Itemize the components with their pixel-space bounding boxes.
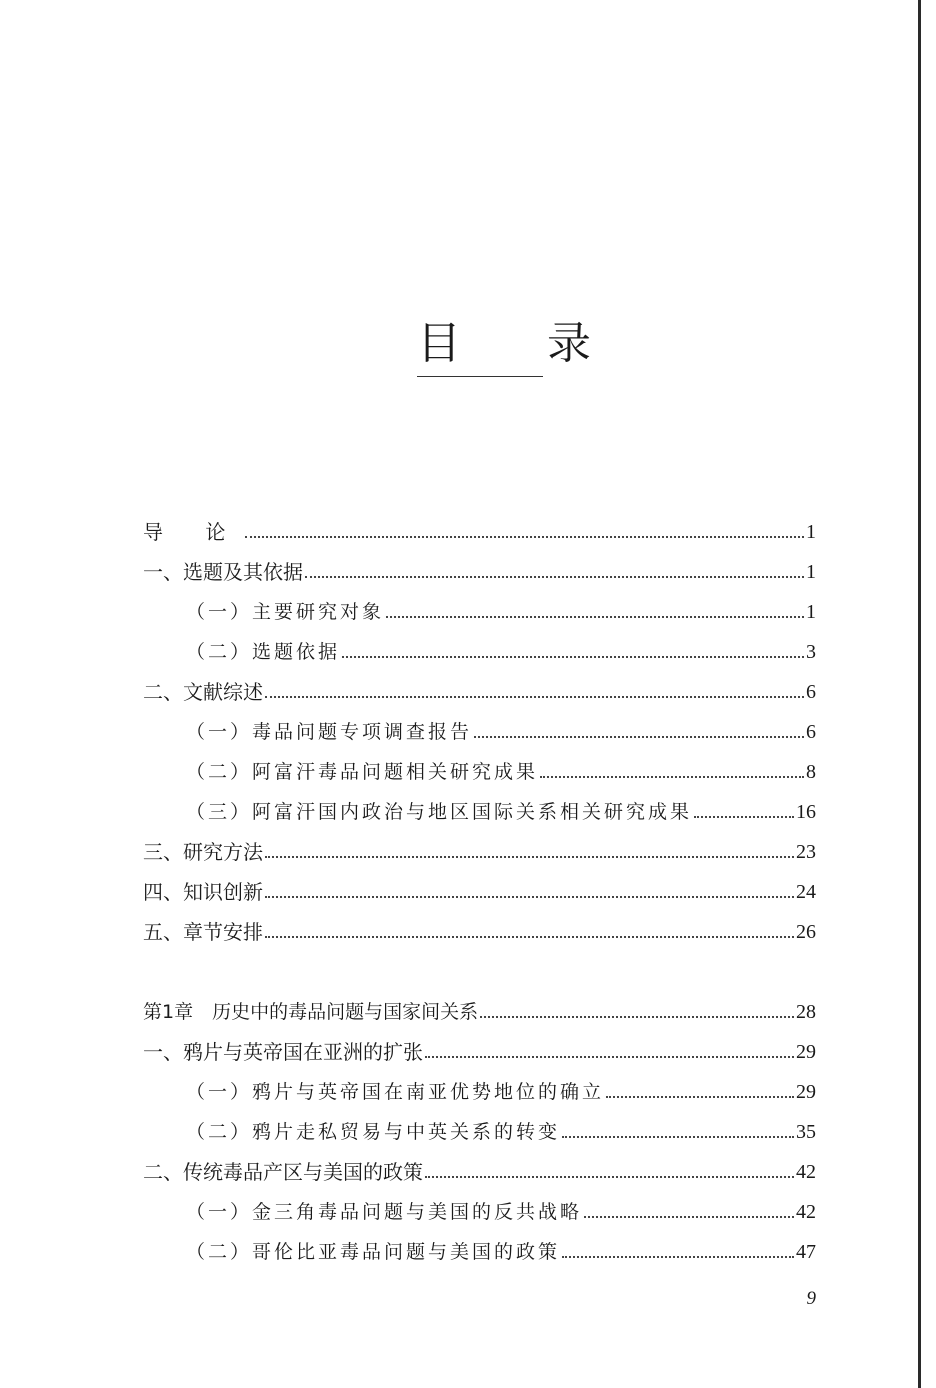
page-number: 9 bbox=[806, 1288, 816, 1309]
page-title: 目 录 bbox=[417, 318, 543, 377]
toc-entry-page: 23 bbox=[796, 841, 816, 863]
toc-entry-label: 二、传统毒品产区与美国的政策 bbox=[143, 1160, 423, 1184]
toc-entry-label: （二）阿富汗毒品问题相关研究成果 bbox=[186, 761, 539, 783]
toc-entry-page: 6 bbox=[806, 681, 816, 703]
toc-entry-page: 3 bbox=[806, 641, 816, 663]
toc-entry-label: 三、研究方法 bbox=[143, 840, 263, 864]
toc-entry-label: （二）哥伦比亚毒品问题与美国的政策 bbox=[186, 1241, 561, 1263]
dot-leader bbox=[474, 736, 804, 738]
toc-entry-label: （三）阿富汗国内政治与地区国际关系相关研究成果 bbox=[186, 801, 693, 823]
toc-entry[interactable] bbox=[143, 1035, 816, 1065]
dot-leader bbox=[694, 816, 794, 818]
toc-entry-label: （一）毒品问题专项调查报告 bbox=[186, 721, 473, 743]
dot-leader bbox=[245, 536, 804, 538]
toc-entry-label: 一、鸦片与英帝国在亚洲的扩张 bbox=[143, 1040, 423, 1064]
toc-entry-page: 6 bbox=[806, 721, 816, 743]
toc-subentry[interactable] bbox=[186, 1115, 816, 1145]
dot-leader bbox=[425, 1176, 794, 1178]
toc-entry-label: 第1章 历史中的毒品问题与国家间关系 bbox=[143, 1001, 479, 1023]
dot-leader bbox=[265, 896, 794, 898]
toc-entry-label: （一）主要研究对象 bbox=[186, 601, 385, 623]
toc-entry-label: 五、章节安排 bbox=[143, 920, 263, 944]
toc-entry-label: （二）鸦片走私贸易与中英关系的转变 bbox=[186, 1121, 561, 1143]
dot-leader bbox=[562, 1256, 794, 1258]
toc-subentry[interactable] bbox=[186, 1235, 816, 1265]
toc-entry-page: 1 bbox=[806, 521, 816, 543]
dot-leader bbox=[425, 1056, 794, 1058]
toc-subentry[interactable] bbox=[186, 755, 816, 785]
toc-entry-label: （一）鸦片与英帝国在南亚优势地位的确立 bbox=[186, 1081, 605, 1103]
toc-subentry[interactable] bbox=[186, 595, 816, 625]
toc-entry-label: 二、文献综述 bbox=[143, 680, 263, 704]
toc-entry-page: 29 bbox=[796, 1041, 816, 1063]
toc-chapter-entry[interactable] bbox=[143, 995, 816, 1025]
dot-leader bbox=[584, 1216, 794, 1218]
dot-leader bbox=[606, 1096, 794, 1098]
toc-subentry[interactable] bbox=[186, 1075, 816, 1105]
toc-entry-label: （二）选题依据 bbox=[186, 641, 341, 663]
dot-leader bbox=[265, 696, 804, 698]
toc-entry[interactable] bbox=[143, 835, 816, 865]
toc-entry[interactable] bbox=[143, 875, 816, 905]
dot-leader bbox=[540, 776, 804, 778]
dot-leader bbox=[265, 936, 794, 938]
dot-leader bbox=[265, 856, 794, 858]
toc-entry-page: 47 bbox=[796, 1241, 816, 1263]
toc-subentry[interactable] bbox=[186, 715, 816, 745]
toc-entry-intro[interactable] bbox=[143, 515, 816, 545]
dot-leader bbox=[342, 656, 804, 658]
toc-entry[interactable] bbox=[143, 1155, 816, 1185]
toc-entry[interactable] bbox=[143, 915, 816, 945]
toc-entry-label: （一）金三角毒品问题与美国的反共战略 bbox=[186, 1201, 583, 1223]
toc-entry[interactable] bbox=[143, 555, 816, 585]
toc-entry-page: 29 bbox=[796, 1081, 816, 1103]
toc-entry-label: 四、知识创新 bbox=[143, 880, 263, 904]
dot-leader bbox=[305, 576, 804, 578]
dot-leader bbox=[480, 1016, 794, 1018]
toc-entry-page: 28 bbox=[796, 1001, 816, 1023]
toc-entry-page: 42 bbox=[796, 1161, 816, 1183]
toc-subentry[interactable] bbox=[186, 795, 816, 825]
dot-leader bbox=[386, 616, 804, 618]
toc-entry-page: 8 bbox=[806, 761, 816, 783]
toc-entry-page: 42 bbox=[796, 1201, 816, 1223]
toc-subentry[interactable] bbox=[186, 635, 816, 665]
toc-entry-label: 导 论 bbox=[143, 520, 244, 544]
toc-entry-page: 1 bbox=[806, 561, 816, 583]
toc-entry-page: 26 bbox=[796, 921, 816, 943]
toc-subentry[interactable] bbox=[186, 1195, 816, 1225]
dot-leader bbox=[562, 1136, 794, 1138]
toc-entry-page: 1 bbox=[806, 601, 816, 623]
toc-entry-page: 35 bbox=[796, 1121, 816, 1143]
toc-entry-label: 一、选题及其依据 bbox=[143, 560, 303, 584]
toc-entry-page: 16 bbox=[796, 801, 816, 823]
toc-entry[interactable] bbox=[143, 675, 816, 705]
toc-entry-page: 24 bbox=[796, 881, 816, 903]
